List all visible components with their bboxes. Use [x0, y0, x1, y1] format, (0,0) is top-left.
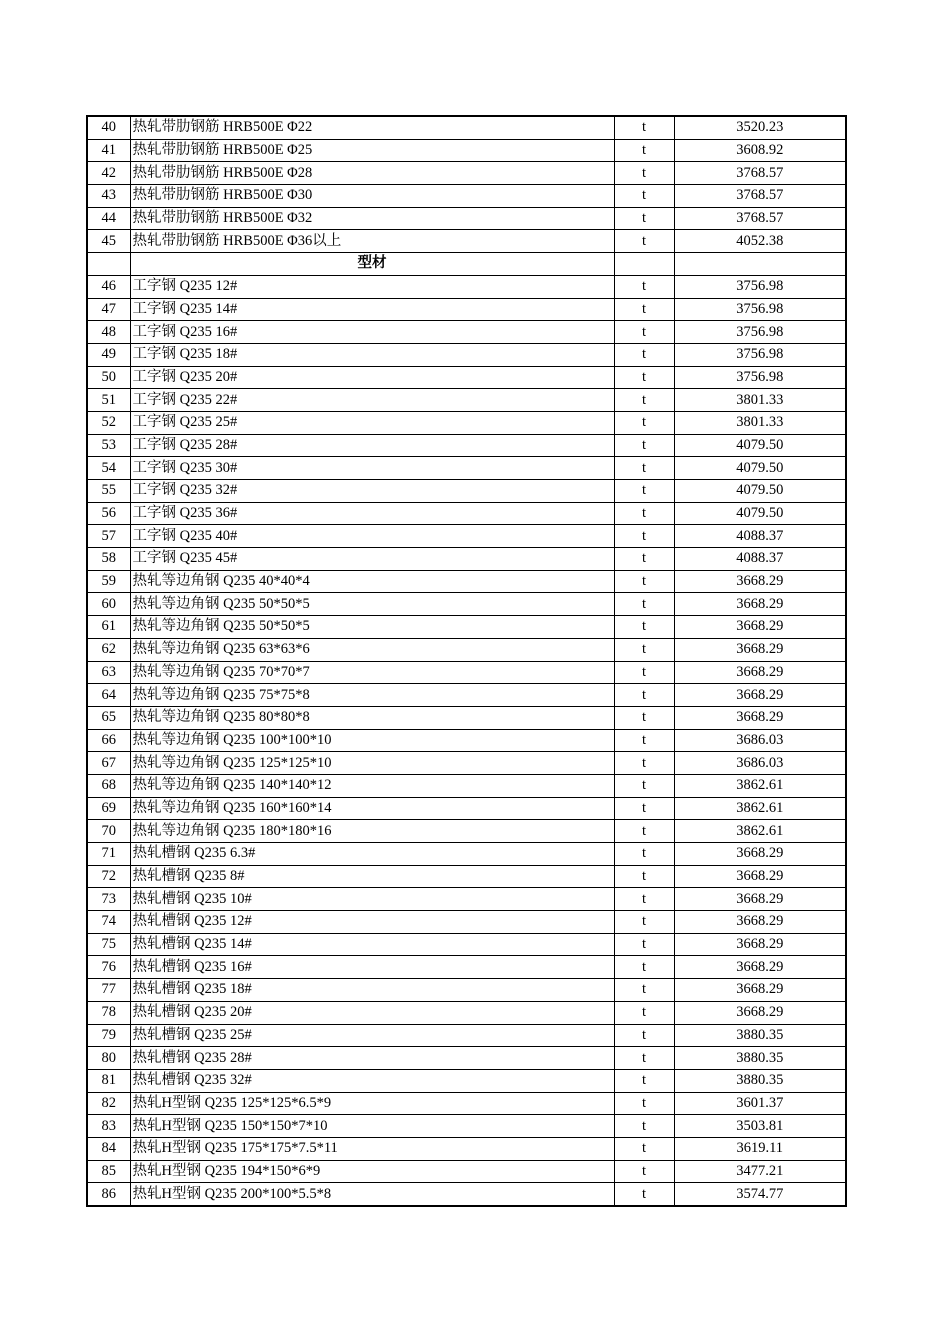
unit-cell: t [614, 706, 674, 729]
unit-cell: t [614, 321, 674, 344]
item-number-cell: 76 [87, 956, 130, 979]
price-cell: 4079.50 [674, 434, 846, 457]
section-blank-cell [614, 253, 674, 276]
item-number-cell: 72 [87, 865, 130, 888]
item-number-cell: 47 [87, 298, 130, 321]
item-name-cell: 热轧等边角钢 Q235 63*63*6 [130, 638, 614, 661]
table-row [87, 116, 846, 139]
item-number-cell: 56 [87, 502, 130, 525]
table-row [87, 162, 846, 185]
table-row [87, 1137, 846, 1160]
price-cell: 3608.92 [674, 139, 846, 162]
price-cell: 3880.35 [674, 1069, 846, 1092]
price-cell: 3862.61 [674, 774, 846, 797]
table-row [87, 298, 846, 321]
price-cell: 3574.77 [674, 1183, 846, 1206]
price-cell: 3756.98 [674, 343, 846, 366]
table-row [87, 979, 846, 1002]
table-row [87, 865, 846, 888]
table-row [87, 797, 846, 820]
unit-cell: t [614, 230, 674, 253]
unit-cell: t [614, 457, 674, 480]
table-row [87, 548, 846, 571]
item-number-cell: 61 [87, 616, 130, 639]
item-number-cell: 43 [87, 185, 130, 208]
unit-cell: t [614, 502, 674, 525]
table-row [87, 185, 846, 208]
item-number-cell: 54 [87, 457, 130, 480]
item-number-cell: 64 [87, 684, 130, 707]
item-name-cell: 热轧等边角钢 Q235 100*100*10 [130, 729, 614, 752]
price-cell: 3668.29 [674, 570, 846, 593]
unit-cell: t [614, 684, 674, 707]
item-name-cell: 工字钢 Q235 18# [130, 343, 614, 366]
table-row [87, 638, 846, 661]
item-name-cell: 热轧等边角钢 Q235 40*40*4 [130, 570, 614, 593]
item-number-cell: 83 [87, 1115, 130, 1138]
item-name-cell: 热轧带肋钢筋 HRB500E Φ28 [130, 162, 614, 185]
item-name-cell: 热轧槽钢 Q235 32# [130, 1069, 614, 1092]
item-name-cell: 热轧H型钢 Q235 175*175*7.5*11 [130, 1137, 614, 1160]
unit-cell: t [614, 185, 674, 208]
table-row [87, 1092, 846, 1115]
unit-cell: t [614, 956, 674, 979]
price-cell: 4079.50 [674, 457, 846, 480]
item-name-cell: 热轧槽钢 Q235 14# [130, 933, 614, 956]
price-cell: 3801.33 [674, 389, 846, 412]
item-name-cell: 热轧带肋钢筋 HRB500E Φ32 [130, 207, 614, 230]
item-number-cell: 84 [87, 1137, 130, 1160]
item-name-cell: 热轧带肋钢筋 HRB500E Φ30 [130, 185, 614, 208]
unit-cell: t [614, 1069, 674, 1092]
unit-cell: t [614, 888, 674, 911]
item-name-cell: 热轧槽钢 Q235 6.3# [130, 843, 614, 866]
item-name-cell: 热轧H型钢 Q235 194*150*6*9 [130, 1160, 614, 1183]
item-number-cell: 79 [87, 1024, 130, 1047]
item-number-cell: 50 [87, 366, 130, 389]
item-number-cell: 46 [87, 275, 130, 298]
price-cell: 3686.03 [674, 752, 846, 775]
unit-cell: t [614, 1001, 674, 1024]
price-cell: 3880.35 [674, 1024, 846, 1047]
table-row [87, 593, 846, 616]
table-row [87, 888, 846, 911]
unit-cell: t [614, 162, 674, 185]
price-cell: 4052.38 [674, 230, 846, 253]
unit-cell: t [614, 843, 674, 866]
price-cell: 3668.29 [674, 843, 846, 866]
table-row [87, 1115, 846, 1138]
price-cell: 4079.50 [674, 502, 846, 525]
table-row [87, 366, 846, 389]
item-number-cell: 63 [87, 661, 130, 684]
unit-cell: t [614, 343, 674, 366]
table-row [87, 139, 846, 162]
unit-cell: t [614, 661, 674, 684]
price-cell: 3756.98 [674, 366, 846, 389]
table-row [87, 1047, 846, 1070]
price-cell: 3668.29 [674, 911, 846, 934]
price-cell: 3503.81 [674, 1115, 846, 1138]
table-row [87, 343, 846, 366]
unit-cell: t [614, 389, 674, 412]
unit-cell: t [614, 207, 674, 230]
item-name-cell: 工字钢 Q235 32# [130, 480, 614, 503]
price-cell: 4079.50 [674, 480, 846, 503]
item-name-cell: 热轧H型钢 Q235 150*150*7*10 [130, 1115, 614, 1138]
table-row [87, 661, 846, 684]
item-name-cell: 热轧H型钢 Q235 200*100*5.5*8 [130, 1183, 614, 1206]
price-cell: 3668.29 [674, 706, 846, 729]
unit-cell: t [614, 298, 674, 321]
item-name-cell: 热轧槽钢 Q235 10# [130, 888, 614, 911]
table-row [87, 933, 846, 956]
item-name-cell: 热轧槽钢 Q235 25# [130, 1024, 614, 1047]
price-cell: 3668.29 [674, 865, 846, 888]
price-cell: 3686.03 [674, 729, 846, 752]
item-name-cell: 热轧等边角钢 Q235 70*70*7 [130, 661, 614, 684]
table-row [87, 774, 846, 797]
item-number-cell: 45 [87, 230, 130, 253]
price-cell: 3756.98 [674, 298, 846, 321]
unit-cell: t [614, 366, 674, 389]
unit-cell: t [614, 525, 674, 548]
item-name-cell: 工字钢 Q235 45# [130, 548, 614, 571]
table-row [87, 752, 846, 775]
price-cell: 3768.57 [674, 162, 846, 185]
price-cell: 3477.21 [674, 1160, 846, 1183]
price-cell: 3756.98 [674, 321, 846, 344]
table-row [87, 729, 846, 752]
price-cell: 3668.29 [674, 933, 846, 956]
item-number-cell: 86 [87, 1183, 130, 1206]
section-title: 型材 [130, 253, 614, 276]
item-number-cell: 58 [87, 548, 130, 571]
table-row [87, 1024, 846, 1047]
item-name-cell: 热轧带肋钢筋 HRB500E Φ22 [130, 116, 614, 139]
price-table [86, 115, 847, 1207]
table-row [87, 1183, 846, 1206]
item-number-cell: 55 [87, 480, 130, 503]
item-number-cell: 70 [87, 820, 130, 843]
item-name-cell: 工字钢 Q235 12# [130, 275, 614, 298]
item-name-cell: 热轧等边角钢 Q235 140*140*12 [130, 774, 614, 797]
item-number-cell: 41 [87, 139, 130, 162]
item-name-cell: 工字钢 Q235 22# [130, 389, 614, 412]
unit-cell: t [614, 480, 674, 503]
item-number-cell: 77 [87, 979, 130, 1002]
unit-cell: t [614, 752, 674, 775]
item-number-cell: 65 [87, 706, 130, 729]
price-cell: 3668.29 [674, 593, 846, 616]
item-number-cell: 66 [87, 729, 130, 752]
item-name-cell: 工字钢 Q235 14# [130, 298, 614, 321]
item-number-cell: 85 [87, 1160, 130, 1183]
price-table-body [87, 116, 846, 1206]
unit-cell: t [614, 638, 674, 661]
item-name-cell: 热轧等边角钢 Q235 160*160*14 [130, 797, 614, 820]
item-name-cell: 工字钢 Q235 30# [130, 457, 614, 480]
item-name-cell: 热轧等边角钢 Q235 75*75*8 [130, 684, 614, 707]
item-name-cell: 热轧等边角钢 Q235 80*80*8 [130, 706, 614, 729]
unit-cell: t [614, 729, 674, 752]
unit-cell: t [614, 411, 674, 434]
item-name-cell: 热轧带肋钢筋 HRB500E Φ25 [130, 139, 614, 162]
table-row [87, 843, 846, 866]
item-number-cell: 67 [87, 752, 130, 775]
item-number-cell: 68 [87, 774, 130, 797]
item-number-cell: 40 [87, 116, 130, 139]
table-row [87, 275, 846, 298]
item-number-cell: 44 [87, 207, 130, 230]
item-name-cell: 工字钢 Q235 25# [130, 411, 614, 434]
unit-cell: t [614, 1183, 674, 1206]
price-cell: 3668.29 [674, 661, 846, 684]
section-blank-cell [674, 253, 846, 276]
price-cell: 3668.29 [674, 616, 846, 639]
price-cell: 3862.61 [674, 797, 846, 820]
table-row [87, 321, 846, 344]
table-row [87, 956, 846, 979]
item-name-cell: 热轧槽钢 Q235 18# [130, 979, 614, 1002]
item-number-cell: 80 [87, 1047, 130, 1070]
price-cell: 3756.98 [674, 275, 846, 298]
item-number-cell: 73 [87, 888, 130, 911]
unit-cell: t [614, 865, 674, 888]
item-name-cell: 热轧等边角钢 Q235 50*50*5 [130, 593, 614, 616]
price-cell: 3668.29 [674, 638, 846, 661]
item-number-cell: 48 [87, 321, 130, 344]
table-row [87, 570, 846, 593]
unit-cell: t [614, 139, 674, 162]
table-row [87, 1160, 846, 1183]
table-row [87, 525, 846, 548]
price-cell: 3862.61 [674, 820, 846, 843]
item-name-cell: 热轧等边角钢 Q235 125*125*10 [130, 752, 614, 775]
item-name-cell: 工字钢 Q235 40# [130, 525, 614, 548]
unit-cell: t [614, 1024, 674, 1047]
unit-cell: t [614, 1160, 674, 1183]
price-cell: 3668.29 [674, 979, 846, 1002]
table-row [87, 684, 846, 707]
price-cell: 3601.37 [674, 1092, 846, 1115]
item-name-cell: 热轧槽钢 Q235 12# [130, 911, 614, 934]
table-row [87, 502, 846, 525]
table-row [87, 457, 846, 480]
item-number-cell: 62 [87, 638, 130, 661]
price-cell: 3768.57 [674, 207, 846, 230]
item-number-cell: 60 [87, 593, 130, 616]
item-name-cell: 工字钢 Q235 16# [130, 321, 614, 344]
price-cell: 3619.11 [674, 1137, 846, 1160]
item-number-cell: 74 [87, 911, 130, 934]
unit-cell: t [614, 434, 674, 457]
section-header-row [87, 253, 846, 276]
table-row [87, 207, 846, 230]
unit-cell: t [614, 116, 674, 139]
unit-cell: t [614, 570, 674, 593]
table-row [87, 411, 846, 434]
item-number-cell: 49 [87, 343, 130, 366]
price-cell: 3768.57 [674, 185, 846, 208]
price-cell: 3801.33 [674, 411, 846, 434]
unit-cell: t [614, 1115, 674, 1138]
unit-cell: t [614, 774, 674, 797]
unit-cell: t [614, 820, 674, 843]
item-number-cell: 53 [87, 434, 130, 457]
price-cell: 4088.37 [674, 525, 846, 548]
table-row [87, 911, 846, 934]
item-name-cell: 热轧H型钢 Q235 125*125*6.5*9 [130, 1092, 614, 1115]
unit-cell: t [614, 1092, 674, 1115]
table-row [87, 1001, 846, 1024]
item-name-cell: 热轧带肋钢筋 HRB500E Φ36以上 [130, 230, 614, 253]
item-name-cell: 热轧等边角钢 Q235 50*50*5 [130, 616, 614, 639]
item-name-cell: 工字钢 Q235 36# [130, 502, 614, 525]
price-cell: 3668.29 [674, 956, 846, 979]
table-row [87, 706, 846, 729]
unit-cell: t [614, 275, 674, 298]
unit-cell: t [614, 616, 674, 639]
item-number-cell: 69 [87, 797, 130, 820]
unit-cell: t [614, 548, 674, 571]
item-number-cell: 81 [87, 1069, 130, 1092]
item-name-cell: 工字钢 Q235 20# [130, 366, 614, 389]
price-cell: 4088.37 [674, 548, 846, 571]
table-row [87, 480, 846, 503]
item-number-cell: 51 [87, 389, 130, 412]
item-number-cell: 78 [87, 1001, 130, 1024]
price-cell: 3880.35 [674, 1047, 846, 1070]
item-name-cell: 热轧槽钢 Q235 16# [130, 956, 614, 979]
table-row [87, 389, 846, 412]
item-number-cell: 75 [87, 933, 130, 956]
price-cell: 3668.29 [674, 1001, 846, 1024]
table-row [87, 820, 846, 843]
price-cell: 3520.23 [674, 116, 846, 139]
section-blank-cell [87, 253, 130, 276]
item-name-cell: 热轧槽钢 Q235 20# [130, 1001, 614, 1024]
price-cell: 3668.29 [674, 684, 846, 707]
item-number-cell: 52 [87, 411, 130, 434]
unit-cell: t [614, 933, 674, 956]
item-name-cell: 热轧槽钢 Q235 8# [130, 865, 614, 888]
item-name-cell: 工字钢 Q235 28# [130, 434, 614, 457]
unit-cell: t [614, 979, 674, 1002]
unit-cell: t [614, 911, 674, 934]
item-number-cell: 57 [87, 525, 130, 548]
unit-cell: t [614, 797, 674, 820]
item-number-cell: 59 [87, 570, 130, 593]
table-row [87, 434, 846, 457]
item-name-cell: 热轧等边角钢 Q235 180*180*16 [130, 820, 614, 843]
table-row [87, 1069, 846, 1092]
unit-cell: t [614, 593, 674, 616]
table-row [87, 230, 846, 253]
item-number-cell: 42 [87, 162, 130, 185]
item-number-cell: 82 [87, 1092, 130, 1115]
item-number-cell: 71 [87, 843, 130, 866]
table-row [87, 616, 846, 639]
price-cell: 3668.29 [674, 888, 846, 911]
unit-cell: t [614, 1137, 674, 1160]
item-name-cell: 热轧槽钢 Q235 28# [130, 1047, 614, 1070]
unit-cell: t [614, 1047, 674, 1070]
